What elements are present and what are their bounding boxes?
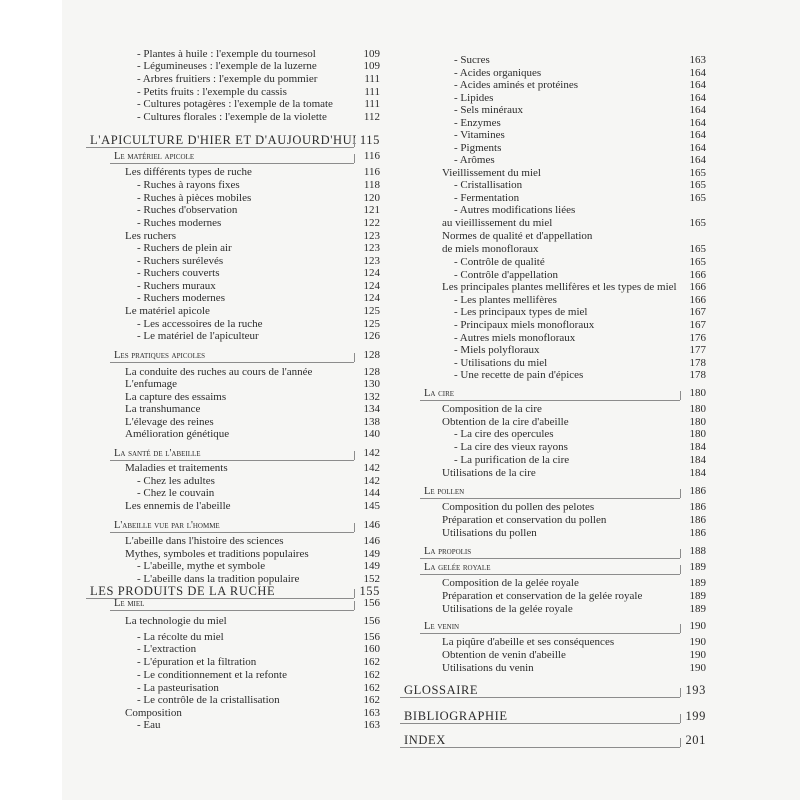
entry-title: - Arbres fruitiers : l'exemple du pommier (137, 73, 318, 85)
entry-title: Normes de qualité et d'appellation (442, 230, 593, 242)
page-number: 116 (363, 166, 380, 178)
page-number: 163 (363, 719, 380, 731)
heading-rule-tick (680, 688, 681, 697)
page-number: 162 (363, 656, 380, 668)
page-number: 128 (363, 366, 380, 378)
toc-entry (62, 292, 392, 305)
toc-entry (392, 467, 722, 480)
entry-title: - L'extraction (137, 643, 197, 655)
toc-entry (392, 243, 722, 256)
entry-title: Maladies et traitements (125, 462, 228, 474)
heading-rule (420, 633, 680, 634)
page-number: 189 (689, 603, 706, 615)
page-number: 111 (364, 86, 380, 98)
page-number: 164 (689, 67, 706, 79)
page-number: 186 (689, 527, 706, 539)
entry-title: La conduite des ruches au cours de l'année (125, 366, 313, 378)
page-number: 201 (685, 733, 706, 747)
entry-title: - Principaux miels monofloraux (454, 319, 595, 331)
page-number: 184 (689, 441, 706, 453)
entry-title: - L'épuration et la filtration (137, 656, 257, 668)
page-number: 142 (363, 475, 380, 487)
page-number: 145 (363, 500, 380, 512)
entry-title: La gelée royale (424, 562, 491, 573)
toc-entry (392, 454, 722, 467)
page-number: 142 (363, 462, 380, 474)
toc-entry (392, 369, 722, 382)
entry-title: Vieillissement du miel (442, 167, 541, 179)
heading-rule (86, 598, 354, 599)
page-number: 164 (689, 117, 706, 129)
heading-rule-tick (354, 154, 355, 163)
entry-title: - Cultures florales : l'exemple de la violette (137, 111, 327, 123)
page-number: 140 (363, 428, 380, 440)
page-number: 176 (689, 332, 706, 344)
heading-rule-tick (354, 523, 355, 532)
page-number: 156 (363, 631, 380, 643)
heading-rule-tick (354, 601, 355, 610)
page-number: 149 (363, 560, 380, 572)
entry-title: Le pollen (424, 486, 465, 497)
toc-entry (62, 204, 392, 217)
heading-rule (86, 147, 354, 148)
toc-entry (392, 154, 722, 167)
page-number: 118 (363, 179, 380, 191)
toc-entry (62, 656, 392, 669)
toc-entry (392, 129, 722, 142)
page-number: 122 (363, 217, 380, 229)
page-number: 165 (689, 167, 706, 179)
toc-entry (62, 560, 392, 573)
toc-entry (62, 694, 392, 707)
page-number: 112 (363, 111, 380, 123)
toc-entry (392, 217, 722, 230)
page-number: 130 (363, 378, 380, 390)
heading-rule-tick (680, 738, 681, 747)
page-number: 164 (689, 154, 706, 166)
entry-title: L'abeille vue par l'homme (114, 520, 220, 531)
entry-title: Obtention de la cire d'abeille (442, 416, 569, 428)
page-number: 165 (689, 179, 706, 191)
entry-title: - Une recette de pain d'épices (454, 369, 584, 381)
toc-entry (62, 487, 392, 500)
toc-entry (392, 230, 722, 243)
entry-title: - Utilisations du miel (454, 357, 548, 369)
page-number: 166 (689, 281, 706, 293)
toc-entry (62, 535, 392, 548)
entry-title: - Ruches modernes (137, 217, 222, 229)
heading-rule (110, 610, 354, 611)
entry-title: La santé de l'abeille (114, 448, 201, 459)
page-number: 180 (689, 416, 706, 428)
toc-column-right (392, 36, 722, 796)
toc-entry (392, 319, 722, 332)
toc-entry (392, 441, 722, 454)
toc-entry (392, 527, 722, 540)
toc-entry (62, 60, 392, 73)
page-number: 162 (363, 682, 380, 694)
heading-rule (400, 747, 680, 748)
toc-entry (62, 378, 392, 391)
entry-title: Les pratiques apicoles (114, 350, 206, 361)
page-number: 142 (363, 447, 380, 459)
toc-entry (392, 204, 722, 217)
entry-title: - Chez les adultes (137, 475, 215, 487)
entry-title: BIBLIOGRAPHIE (404, 709, 508, 723)
page-number: 180 (689, 403, 706, 415)
entry-title: Composition de la cire (442, 403, 542, 415)
entry-title: - Enzymes (454, 117, 501, 129)
entry-title: Mythes, symboles et traditions populaires (125, 548, 309, 560)
entry-title: - Chez le couvain (137, 487, 215, 499)
toc-entry (392, 179, 722, 192)
entry-title: - Cristallisation (454, 179, 523, 191)
toc-entry (392, 662, 722, 675)
toc-entry (392, 281, 722, 294)
page-number: 189 (689, 590, 706, 602)
page-number: 156 (363, 597, 380, 609)
page-number: 125 (363, 318, 380, 330)
toc-entry (392, 501, 722, 514)
page-number: 115 (359, 133, 380, 147)
entry-title: Préparation et conservation du pollen (442, 514, 607, 526)
part-heading (392, 684, 722, 697)
page-number: 111 (364, 73, 380, 85)
page-number: 184 (689, 467, 706, 479)
page-number: 166 (689, 294, 706, 306)
page-number: 125 (363, 305, 380, 317)
page-number: 152 (363, 573, 380, 585)
page-number: 190 (689, 662, 706, 674)
entry-title: - La pasteurisation (137, 682, 219, 694)
entry-title: de miels monofloraux (442, 243, 539, 255)
page-margin (0, 0, 62, 800)
page-number: 189 (689, 577, 706, 589)
entry-title: - Le contrôle de la cristallisation (137, 694, 280, 706)
entry-title: - Fermentation (454, 192, 520, 204)
toc-entry (392, 514, 722, 527)
page-number: 186 (689, 514, 706, 526)
toc-entry (62, 98, 392, 111)
toc-entry (62, 462, 392, 475)
entry-title: - Miels polyfloraux (454, 344, 540, 356)
entry-title: - Ruchers modernes (137, 292, 225, 304)
entry-title: Le venin (424, 621, 460, 632)
page-number: 160 (363, 643, 380, 655)
page-number: 164 (689, 79, 706, 91)
page-number: 186 (689, 485, 706, 497)
part-heading (392, 734, 722, 747)
entry-title: LES PRODUITS DE LA RUCHE (90, 584, 276, 598)
heading-rule (400, 697, 680, 698)
section-heading (62, 349, 392, 362)
entry-title: L'enfumage (125, 378, 178, 390)
heading-rule (420, 498, 680, 499)
entry-title: - Contrôle de qualité (454, 256, 545, 268)
page-number: 167 (689, 306, 706, 318)
toc-entry (62, 73, 392, 86)
page-number: 184 (689, 454, 706, 466)
entry-title: Obtention de venin d'abeille (442, 649, 566, 661)
page-number: 178 (689, 369, 706, 381)
entry-title: - Les principaux types de miel (454, 306, 588, 318)
entry-title: Les ennemis de l'abeille (125, 500, 231, 512)
entry-title: La cire (424, 388, 455, 399)
section-heading (392, 545, 722, 558)
entry-title: - Lipides (454, 92, 494, 104)
page-number: 190 (689, 649, 706, 661)
entry-title: Les ruchers (125, 230, 177, 242)
entry-title: - Contrôle d'appellation (454, 269, 559, 281)
entry-title: - Cultures potagères : l'exemple de la tomate (137, 98, 333, 110)
heading-rule-tick (680, 391, 681, 400)
entry-title: - Sels minéraux (454, 104, 524, 116)
page-number: 123 (363, 255, 380, 267)
page-number: 109 (363, 48, 380, 60)
entry-title: - Autres miels monofloraux (454, 332, 576, 344)
entry-title: Préparation et conservation de la gelée royale (442, 590, 643, 602)
section-heading (62, 447, 392, 460)
entry-title: - Ruches à rayons fixes (137, 179, 240, 191)
toc-entry (392, 603, 722, 616)
entry-title: - La cire des vieux rayons (454, 441, 568, 453)
toc-entry (62, 719, 392, 732)
page-number: 166 (689, 269, 706, 281)
page-number: 165 (689, 192, 706, 204)
toc-entry (62, 428, 392, 441)
entry-title: La technologie du miel (125, 615, 227, 627)
toc-entry (62, 267, 392, 280)
part-heading (62, 134, 392, 147)
page-number: 190 (689, 636, 706, 648)
page-number: 109 (363, 60, 380, 72)
page-number: 178 (689, 357, 706, 369)
heading-rule (110, 532, 354, 533)
entry-title: Les principales plantes mellifères et les types de miel (442, 281, 677, 293)
toc-entry (392, 649, 722, 662)
entry-title: Composition de la gelée royale (442, 577, 579, 589)
page-number: 124 (363, 280, 380, 292)
entry-title: INDEX (404, 733, 446, 747)
entry-title: La propolis (424, 546, 472, 557)
toc-entry (392, 590, 722, 603)
section-heading (392, 485, 722, 498)
entry-title: L'élevage des reines (125, 416, 214, 428)
page-number: 165 (689, 217, 706, 229)
toc-entry (62, 615, 392, 628)
entry-title: Composition du pollen des pelotes (442, 501, 595, 513)
entry-title: - Ruches à pièces mobiles (137, 192, 252, 204)
page-number: 162 (363, 669, 380, 681)
heading-rule (420, 558, 680, 559)
part-heading (392, 710, 722, 723)
toc-entry (392, 256, 722, 269)
section-heading (392, 620, 722, 633)
page-number: 180 (689, 387, 706, 399)
entry-title: Utilisations de la cire (442, 467, 536, 479)
heading-rule-tick (680, 489, 681, 498)
entry-title: au vieillissement du miel (442, 217, 553, 229)
section-heading (62, 519, 392, 532)
section-heading (392, 387, 722, 400)
page-number: 134 (363, 403, 380, 415)
page-number: 121 (363, 204, 380, 216)
entry-title: La transhumance (125, 403, 201, 415)
toc-entry (392, 344, 722, 357)
page-number: 190 (689, 620, 706, 632)
page-number: 124 (363, 267, 380, 279)
page-number: 146 (363, 535, 380, 547)
toc-entry (62, 669, 392, 682)
toc-entry (392, 79, 722, 92)
page-number: 164 (689, 104, 706, 116)
toc-entry (392, 54, 722, 67)
toc-entry (62, 500, 392, 513)
heading-rule-tick (354, 589, 355, 598)
entry-title: - Pigments (454, 142, 502, 154)
page-number: 155 (359, 584, 380, 598)
heading-rule-tick (354, 451, 355, 460)
entry-title: - Ruchers surélevés (137, 255, 224, 267)
entry-title: Le matériel apicole (125, 305, 210, 317)
toc-entry (392, 104, 722, 117)
entry-title: Les différents types de ruche (125, 166, 252, 178)
toc-entry (62, 166, 392, 179)
page-number: 156 (363, 615, 380, 627)
toc-entry (392, 403, 722, 416)
toc-entry (62, 643, 392, 656)
toc-entry (62, 111, 392, 124)
page-number: 180 (689, 428, 706, 440)
entry-title: La capture des essaims (125, 391, 227, 403)
entry-title: GLOSSAIRE (404, 683, 479, 697)
page-number: 146 (363, 519, 380, 531)
heading-rule-tick (354, 353, 355, 362)
entry-title: - Le matériel de l'apiculteur (137, 330, 259, 342)
page-number: 124 (363, 292, 380, 304)
entry-title: Composition (125, 707, 182, 719)
entry-title: - Petits fruits : l'exemple du cassis (137, 86, 287, 98)
page-number: 167 (689, 319, 706, 331)
page-number: 193 (685, 683, 706, 697)
toc-entry (392, 577, 722, 590)
entry-title: L'abeille dans l'histoire des sciences (125, 535, 284, 547)
page-number: 132 (363, 391, 380, 403)
entry-title: Utilisations de la gelée royale (442, 603, 573, 615)
page-number: 138 (363, 416, 380, 428)
section-heading (392, 561, 722, 574)
entry-title: - Ruchers couverts (137, 267, 220, 279)
entry-title: - Eau (137, 719, 161, 731)
toc-entry (62, 179, 392, 192)
heading-rule (400, 723, 680, 724)
entry-title: - La cire des opercules (454, 428, 554, 440)
entry-title: - Acides organiques (454, 67, 542, 79)
toc-column-left (62, 36, 392, 796)
toc-entry (62, 242, 392, 255)
entry-title: - Les accessoires de la ruche (137, 318, 263, 330)
page-number: 165 (689, 256, 706, 268)
entry-title: Utilisations du venin (442, 662, 534, 674)
entry-title: - La récolte du miel (137, 631, 224, 643)
page-number: 144 (363, 487, 380, 499)
toc-entry (392, 306, 722, 319)
entry-title: - L'abeille dans la tradition populaire (137, 573, 300, 585)
entry-title: - Arômes (454, 154, 495, 166)
entry-title: - Plantes à huile : l'exemple du tournesol (137, 48, 316, 60)
heading-rule (420, 574, 680, 575)
entry-title: - Ruches d'observation (137, 204, 238, 216)
page-number: 188 (689, 545, 706, 557)
page-number: 120 (363, 192, 380, 204)
heading-rule-tick (680, 624, 681, 633)
page-number: 123 (363, 230, 380, 242)
entry-title: - Ruchers muraux (137, 280, 216, 292)
entry-title: - Légumineuses : l'exemple de la luzerne (137, 60, 317, 72)
heading-rule (110, 460, 354, 461)
entry-title: - Acides aminés et protéines (454, 79, 579, 91)
heading-rule (110, 362, 354, 363)
entry-title: La piqûre d'abeille et ses conséquences (442, 636, 615, 648)
entry-title: - Le conditionnement et la refonte (137, 669, 287, 681)
page-number: 163 (689, 54, 706, 66)
page-number: 162 (363, 694, 380, 706)
page-number: 149 (363, 548, 380, 560)
page-number: 164 (689, 92, 706, 104)
page-number: 126 (363, 330, 380, 342)
entry-title: - Sucres (454, 54, 490, 66)
heading-rule-tick (680, 549, 681, 558)
toc-entry (62, 217, 392, 230)
page-number: 164 (689, 142, 706, 154)
heading-rule (420, 400, 680, 401)
page-number: 163 (363, 707, 380, 719)
page-number: 164 (689, 129, 706, 141)
entry-title: - L'abeille, mythe et symbole (137, 560, 266, 572)
section-heading (62, 150, 392, 163)
toc-entry (392, 428, 722, 441)
page-number: 111 (364, 98, 380, 110)
toc-entry (62, 305, 392, 318)
entry-title: L'APICULTURE D'HIER ET D'AUJOURD'HUI (90, 133, 358, 147)
entry-title: Le miel (114, 598, 145, 609)
page-number: 189 (689, 561, 706, 573)
page-number: 186 (689, 501, 706, 513)
entry-title: - Autres modifications liées (454, 204, 576, 216)
page-number: 199 (685, 709, 706, 723)
heading-rule-tick (354, 138, 355, 147)
entry-title: Amélioration génétique (125, 428, 230, 440)
toc-entry (62, 330, 392, 343)
entry-title: - Les plantes mellifères (454, 294, 557, 306)
heading-rule-tick (680, 714, 681, 723)
entry-title: Le matériel apicole (114, 151, 195, 162)
entry-title: - La purification de la cire (454, 454, 570, 466)
entry-title: - Vitamines (454, 129, 505, 141)
page-number: 177 (689, 344, 706, 356)
heading-rule-tick (680, 565, 681, 574)
toc-entry (62, 403, 392, 416)
entry-title: - Ruchers de plein air (137, 242, 232, 254)
heading-rule (110, 163, 354, 164)
toc-entry (392, 636, 722, 649)
page-number: 123 (363, 242, 380, 254)
page-number: 165 (689, 243, 706, 255)
page-number: 116 (363, 150, 380, 162)
entry-title: Utilisations du pollen (442, 527, 537, 539)
page-number: 128 (363, 349, 380, 361)
